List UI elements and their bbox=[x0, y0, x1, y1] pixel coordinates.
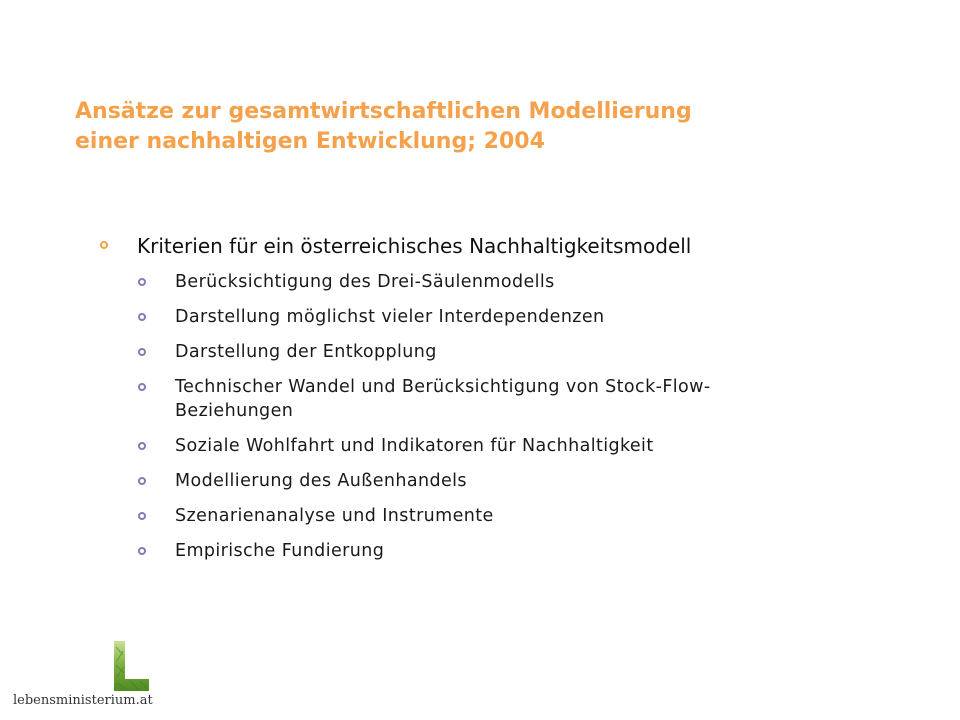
sub-bullet-item bbox=[138, 375, 815, 423]
sub-bullet-text: Empirische Fundierung bbox=[175, 541, 385, 561]
sub-bullet-item bbox=[138, 469, 815, 493]
sub-bullet-text: Darstellung der Entkopplung bbox=[175, 342, 437, 362]
sub-bullet-text: Berücksichtigung des Drei-Säulenmodells bbox=[175, 272, 555, 292]
sub-bullet-item bbox=[138, 434, 815, 458]
purple-bullet-icon bbox=[138, 278, 146, 286]
slide-content bbox=[100, 232, 900, 574]
sub-bullet-item bbox=[138, 340, 815, 364]
sub-bullet-text: Szenarienanalyse und Instrumente bbox=[175, 506, 494, 526]
sub-bullet-item bbox=[138, 270, 815, 294]
slide-title-line-2: einer nachhaltigen Entwicklung; 2004 bbox=[75, 129, 545, 154]
purple-bullet-icon bbox=[138, 477, 146, 485]
purple-bullet-icon bbox=[138, 442, 146, 450]
sub-bullet-text: Technischer Wandel und Berücksichtigung von Stock-Flow-Beziehungen bbox=[175, 377, 711, 421]
leaf-l-logo-icon bbox=[112, 641, 150, 691]
orange-bullet-icon bbox=[100, 241, 108, 249]
purple-bullet-icon bbox=[138, 383, 146, 391]
sub-bullet-text: Darstellung möglichst vieler Interdependenzen bbox=[175, 307, 605, 327]
purple-bullet-icon bbox=[138, 313, 146, 321]
lebensministerium-logo bbox=[0, 636, 153, 720]
purple-bullet-icon bbox=[138, 512, 146, 520]
sub-bullet-item bbox=[138, 504, 815, 528]
purple-bullet-icon bbox=[138, 547, 146, 555]
main-bullet-item bbox=[100, 232, 900, 260]
slide-title-line-1: Ansätze zur gesamtwirtschaftlichen Modellierung bbox=[75, 99, 692, 124]
main-bullet-text: Kriterien für ein österreichisches Nachhaltigkeitsmodell bbox=[137, 234, 692, 258]
purple-bullet-icon bbox=[138, 348, 146, 356]
sub-bullet-text: Soziale Wohlfahrt und Indikatoren für Nachhaltigkeit bbox=[175, 436, 654, 456]
sub-bullet-item bbox=[138, 539, 815, 563]
sub-bullet-text: Modellierung des Außenhandels bbox=[175, 471, 467, 491]
sub-bullet-item bbox=[138, 305, 815, 329]
logo-text: lebensministerium.at bbox=[13, 693, 153, 708]
slide-title bbox=[75, 97, 895, 157]
